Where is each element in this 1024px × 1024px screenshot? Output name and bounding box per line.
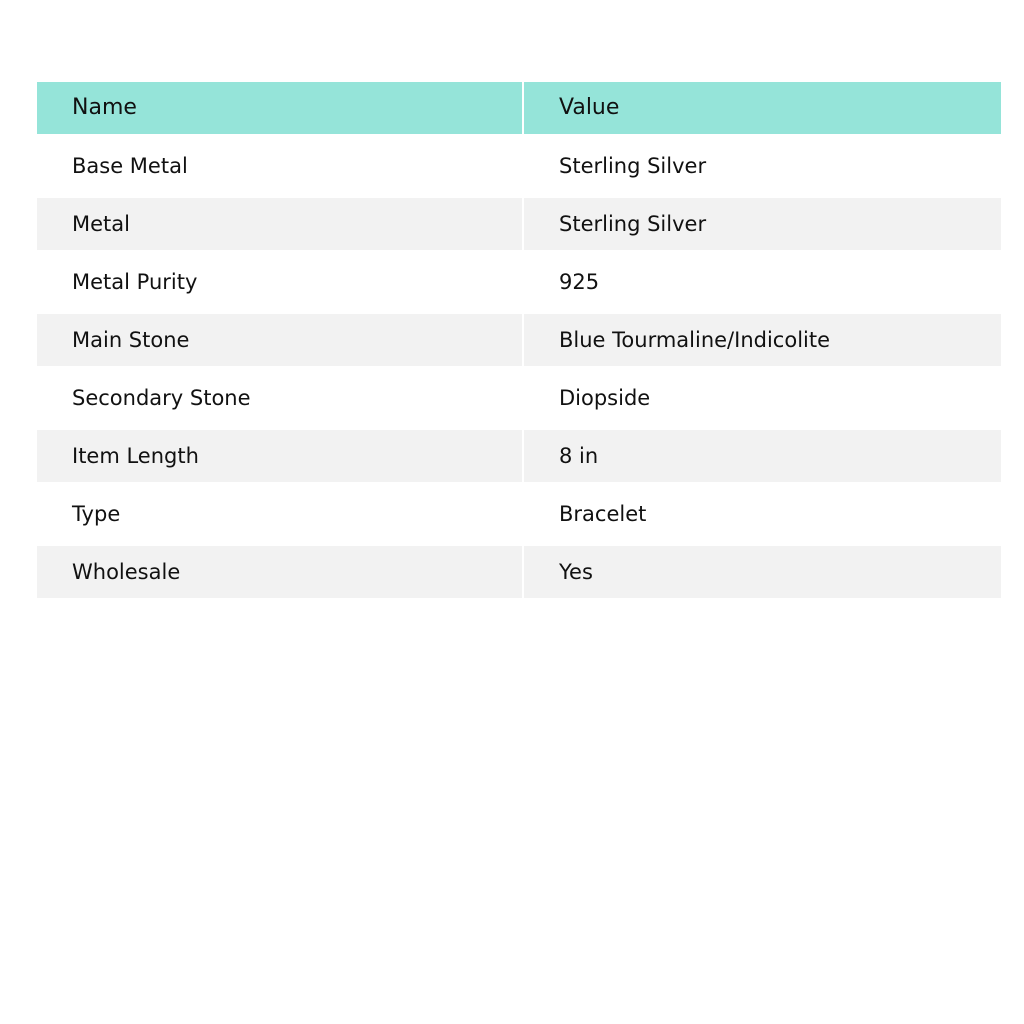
table-header xyxy=(37,82,1001,137)
specifications-table xyxy=(37,82,1001,598)
row-value-cell: Yes xyxy=(523,543,1001,598)
row-value-cell: Sterling Silver xyxy=(523,137,1001,195)
row-value-cell: Blue Tourmaline/Indicolite xyxy=(523,311,1001,369)
row-name-cell: Main Stone xyxy=(37,311,523,369)
column-header-value: Value xyxy=(523,82,1001,137)
table-row xyxy=(37,427,1001,485)
row-value-cell: Diopside xyxy=(523,369,1001,427)
table-body xyxy=(37,137,1001,598)
table-row xyxy=(37,543,1001,598)
row-value-cell: 925 xyxy=(523,253,1001,311)
table-row xyxy=(37,253,1001,311)
row-value-cell: Bracelet xyxy=(523,485,1001,543)
row-name-cell: Metal Purity xyxy=(37,253,523,311)
table-row xyxy=(37,485,1001,543)
table-row xyxy=(37,137,1001,195)
row-name-cell: Metal xyxy=(37,195,523,253)
column-header-name: Name xyxy=(37,82,523,137)
row-name-cell: Secondary Stone xyxy=(37,369,523,427)
table-row xyxy=(37,369,1001,427)
row-name-cell: Item Length xyxy=(37,427,523,485)
row-name-cell: Wholesale xyxy=(37,543,523,598)
table-row xyxy=(37,311,1001,369)
row-name-cell: Type xyxy=(37,485,523,543)
row-value-cell: 8 in xyxy=(523,427,1001,485)
row-value-cell: Sterling Silver xyxy=(523,195,1001,253)
row-name-cell: Base Metal xyxy=(37,137,523,195)
table-row xyxy=(37,195,1001,253)
table-header-row xyxy=(37,82,1001,137)
